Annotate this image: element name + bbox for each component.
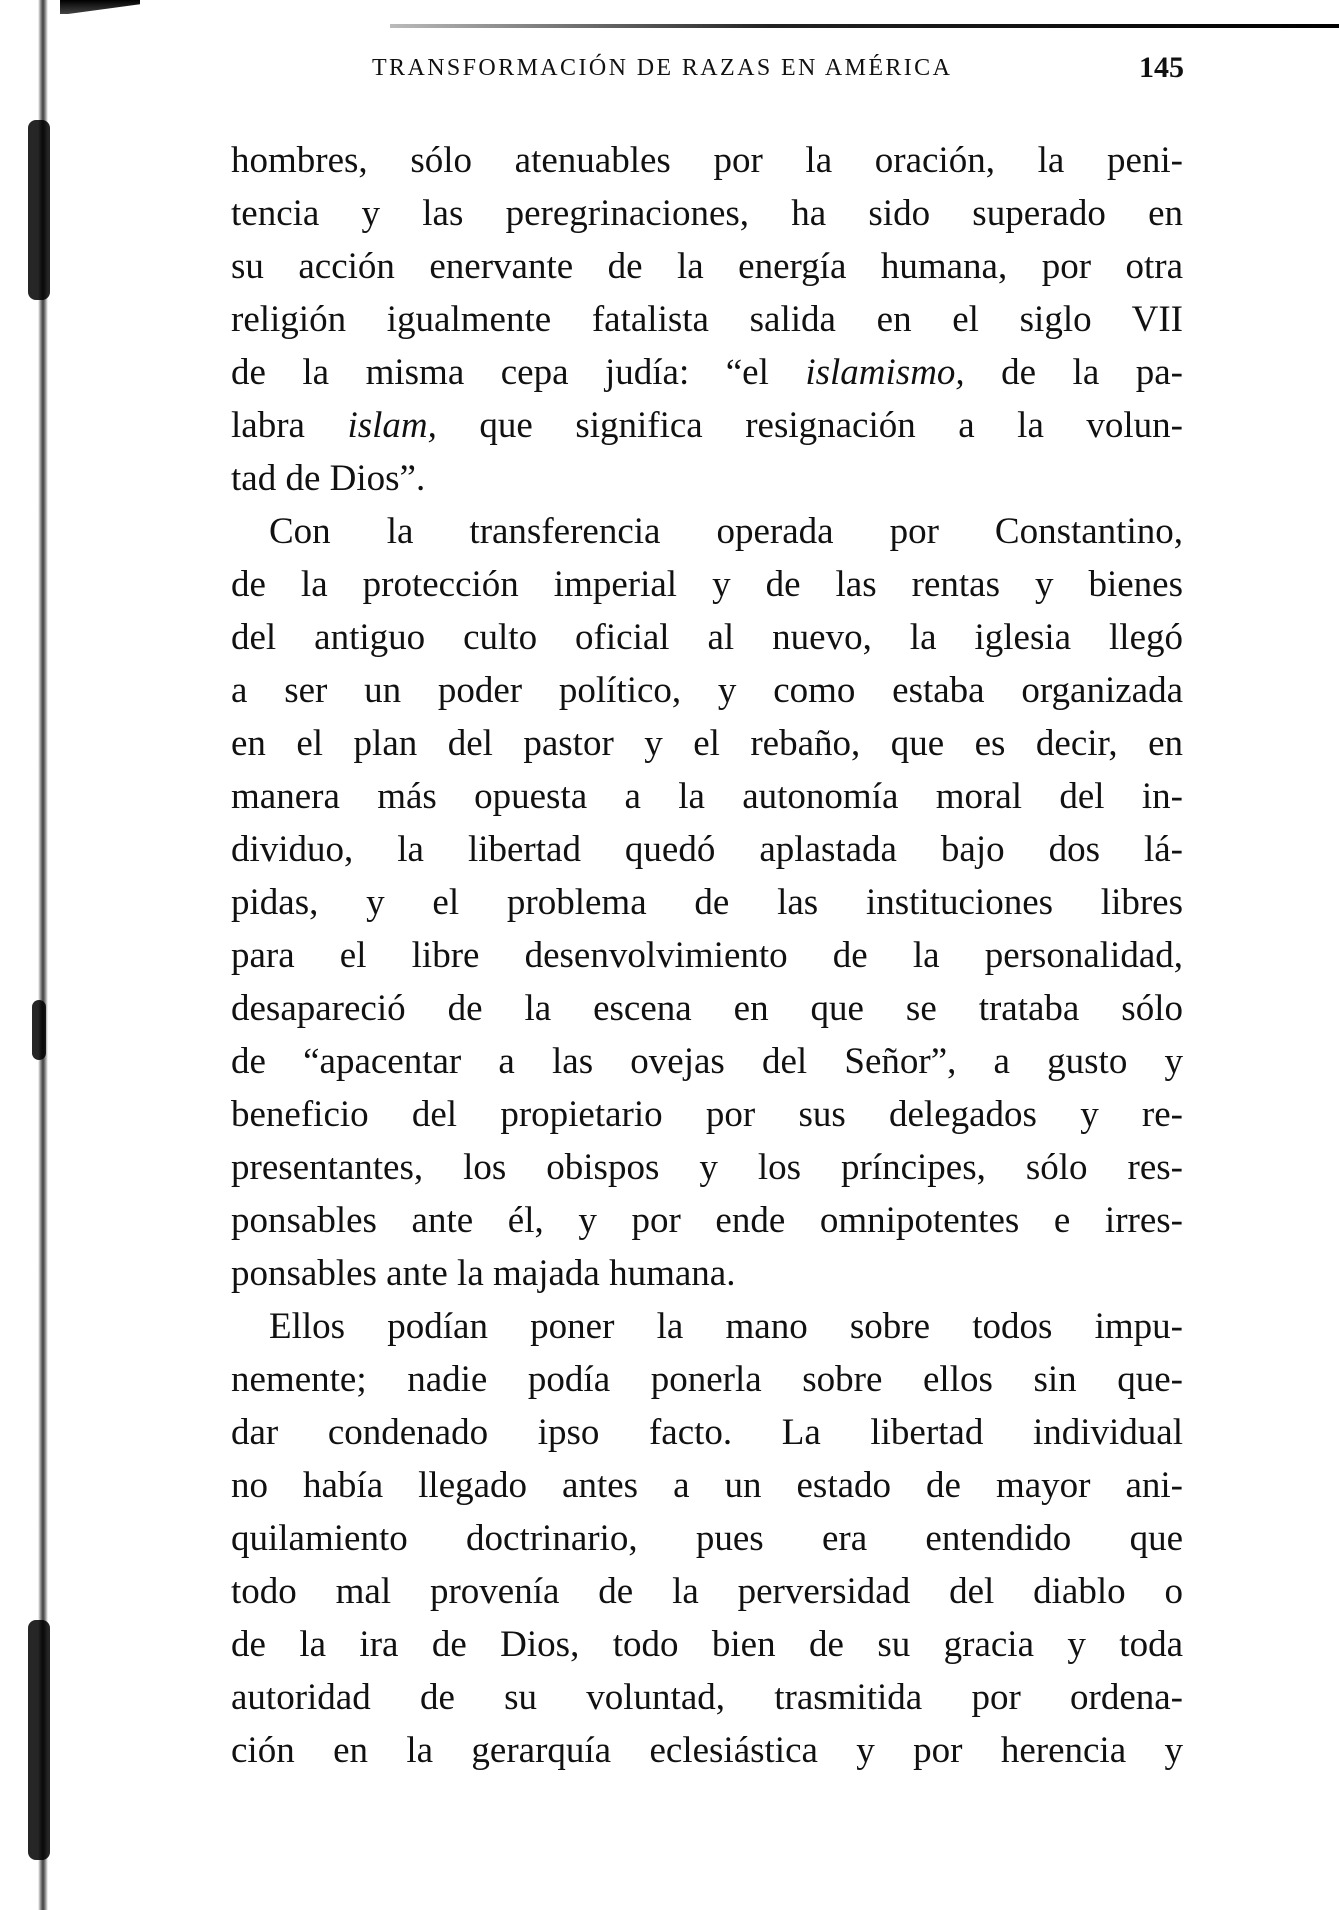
text-line	[231, 1247, 1183, 1300]
text-line	[231, 664, 1183, 717]
text-segment: de la misma cepa judía: “el	[231, 352, 806, 393]
text-segment: manera más opuesta a la autonomía moral del in-	[231, 776, 1183, 817]
text-segment: tad de Dios”.	[231, 458, 426, 499]
italic-word: islamismo,	[805, 352, 965, 393]
text-segment: pidas, y el problema de las instituciones libres	[231, 882, 1183, 923]
text-line	[231, 876, 1183, 929]
text-line	[231, 1300, 1183, 1353]
text-line	[231, 770, 1183, 823]
text-segment: a ser un poder político, y como estaba organizada	[231, 670, 1183, 711]
text-line	[231, 1141, 1183, 1194]
text-line	[231, 929, 1183, 982]
binding-shadow	[28, 120, 50, 300]
text-line	[231, 1459, 1183, 1512]
text-segment: quilamiento doctrinario, pues era entendido que	[231, 1518, 1183, 1559]
text-segment: ponsables ante él, y por ende omnipotentes e irres-	[231, 1200, 1183, 1241]
text-segment: de la ira de Dios, todo bien de su gracia y toda	[231, 1624, 1183, 1665]
text-line	[231, 1512, 1183, 1565]
text-segment: su acción enervante de la energía humana, por otra	[231, 246, 1183, 287]
page-number: 145	[1139, 51, 1184, 84]
text-segment: nemente; nadie podía ponerla sobre ellos sin que-	[231, 1359, 1183, 1400]
text-line	[231, 1618, 1183, 1671]
text-line	[231, 1671, 1183, 1724]
text-segment: dar condenado ipso facto. La libertad individual	[231, 1412, 1183, 1453]
text-segment: desapareció de la escena en que se trataba sólo	[231, 988, 1183, 1029]
text-line	[231, 505, 1183, 558]
text-line	[231, 1406, 1183, 1459]
text-line	[231, 399, 1183, 452]
text-line	[231, 982, 1183, 1035]
header-rule	[390, 24, 1339, 28]
text-segment: todo mal provenía de la perversidad del diablo o	[231, 1571, 1183, 1612]
text-segment: beneficio del propietario por sus delegados y re-	[231, 1094, 1183, 1135]
running-title: TRANSFORMACIÓN DE RAZAS EN AMÉRICA	[372, 54, 953, 81]
text-segment: Con la transferencia operada por Constantino,	[269, 511, 1183, 552]
text-line	[231, 611, 1183, 664]
text-line	[231, 240, 1183, 293]
binding-shadow	[32, 1000, 46, 1060]
text-segment: ponsables ante la majada humana.	[231, 1253, 736, 1294]
text-line	[231, 346, 1183, 399]
text-line	[231, 293, 1183, 346]
text-segment: que significa resignación a la volun-	[436, 405, 1183, 446]
body-text	[231, 134, 1183, 1777]
text-segment: no había llegado antes a un estado de mayor ani-	[231, 1465, 1183, 1506]
text-segment: religión igualmente fatalista salida en el siglo VII	[231, 299, 1183, 340]
text-segment: hombres, sólo atenuables por la oración, la peni-	[231, 140, 1183, 181]
text-segment: para el libre desenvolvimiento de la personalidad,	[231, 935, 1183, 976]
text-segment: de “apacentar a las ovejas del Señor”, a gusto y	[231, 1041, 1183, 1082]
text-line	[231, 1724, 1183, 1777]
text-segment: en el plan del pastor y el rebaño, que es decir, en	[231, 723, 1183, 764]
text-segment: Ellos podían poner la mano sobre todos impu-	[269, 1306, 1183, 1347]
text-line	[231, 134, 1183, 187]
text-line	[231, 823, 1183, 876]
binding-shadow	[28, 1620, 50, 1860]
text-line	[231, 452, 1183, 505]
text-segment: de la protección imperial y de las rentas y bienes	[231, 564, 1183, 605]
text-line	[231, 1035, 1183, 1088]
corner-mark	[60, 0, 140, 14]
text-line	[231, 1565, 1183, 1618]
text-line	[231, 717, 1183, 770]
text-segment: tencia y las peregrinaciones, ha sido superado en	[231, 193, 1183, 234]
text-segment: de la pa-	[964, 352, 1183, 393]
text-segment: presentantes, los obispos y los príncipes, sólo res-	[231, 1147, 1183, 1188]
text-segment: labra	[231, 405, 348, 446]
text-line	[231, 558, 1183, 611]
running-header	[372, 48, 1184, 88]
text-line	[231, 1353, 1183, 1406]
text-line	[231, 1088, 1183, 1141]
text-line	[231, 187, 1183, 240]
text-segment: del antiguo culto oficial al nuevo, la iglesia llegó	[231, 617, 1183, 658]
text-segment: dividuo, la libertad quedó aplastada bajo dos lá-	[231, 829, 1183, 870]
text-line	[231, 1194, 1183, 1247]
text-segment: autoridad de su voluntad, trasmitida por ordena-	[231, 1677, 1183, 1718]
italic-word: islam,	[347, 405, 437, 446]
text-segment: ción en la gerarquía eclesiástica y por herencia y	[231, 1730, 1183, 1771]
